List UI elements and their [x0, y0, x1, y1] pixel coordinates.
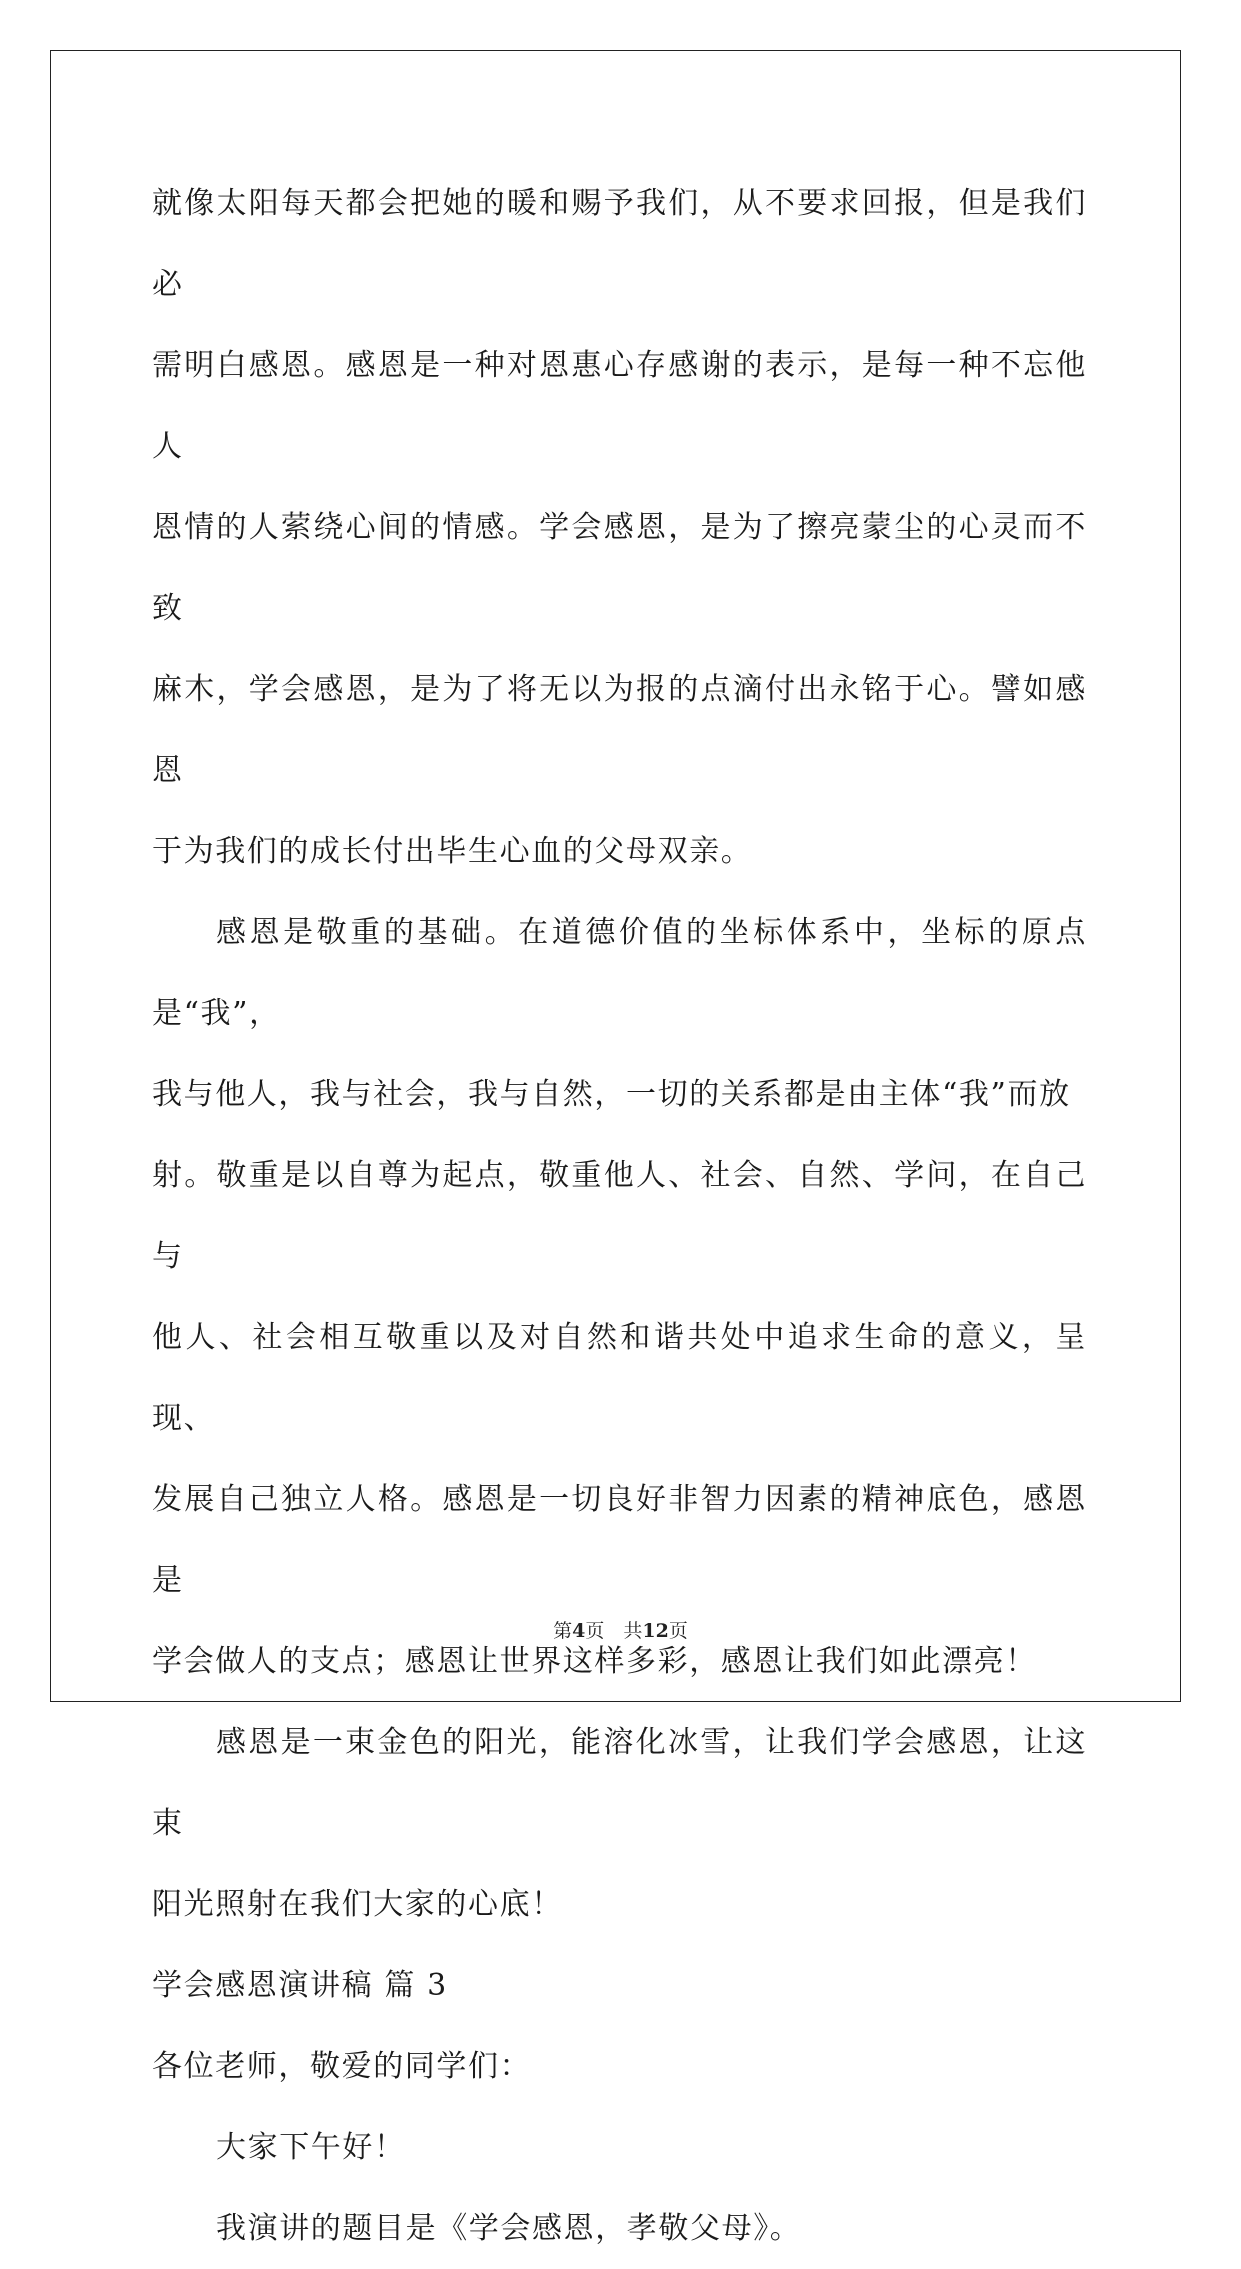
text-line: 我演讲的题目是《学会感恩，孝敬父母》。: [216, 2211, 802, 2246]
text-line: 他人、社会相互敬重以及对自然和谐共处中追求生命的意义，呈现、: [152, 1320, 1087, 1436]
text-line: 学会做人的支点；感恩让世界这样多彩，感恩让我们如此漂亮！: [152, 1644, 1037, 1679]
text-line: 发展自己独立人格。感恩是一切良好非智力因素的精神底色，感恩是: [152, 1482, 1087, 1598]
text-line: 我与他人，我与社会，我与自然，一切的关系都是由主体“我”而放: [152, 1077, 1071, 1112]
text-line: 就像太阳每天都会把她的暖和赐予我们，从不要求回报，但是我们必: [152, 186, 1087, 302]
document-body: [152, 163, 1087, 2269]
footer-label: 页 共: [585, 1620, 643, 1642]
page-footer: [0, 1616, 1241, 1643]
text-line: 于为我们的成长付出毕生心血的父母双亲。: [152, 834, 753, 869]
text-line: 感恩是一束金色的阳光，能溶化冰雪，让我们学会感恩，让这束: [152, 1725, 1087, 1841]
footer-label: 第: [553, 1620, 573, 1642]
page-number: 4: [572, 1620, 586, 1642]
text-line: 需明白感恩。感恩是一种对恩惠心存感谢的表示，是每一种不忘他人: [152, 348, 1087, 464]
text-line: 射。敬重是以自尊为起点，敬重他人、社会、自然、学问，在自己与: [152, 1158, 1087, 1274]
greeting: 大家下午好！: [216, 2130, 406, 2165]
footer-label: 页: [668, 1620, 688, 1642]
text-line: 麻木，学会感恩，是为了将无以为报的点滴付出永铭于心。譬如感恩: [152, 672, 1087, 788]
text-line: 感恩是敬重的基础。在道德价值的坐标体系中，坐标的原点是“我”，: [152, 915, 1087, 1031]
text-line: 恩情的人萦绕心间的情感。学会感恩，是为了擦亮蒙尘的心灵而不致: [152, 510, 1087, 626]
salutation: 各位老师，敬爱的同学们：: [152, 2049, 532, 2084]
text-line: 阳光照射在我们大家的心底！: [152, 1887, 563, 1922]
page-total: 12: [642, 1620, 669, 1642]
section-heading: 学会感恩演讲稿 篇 3: [152, 1968, 448, 2003]
